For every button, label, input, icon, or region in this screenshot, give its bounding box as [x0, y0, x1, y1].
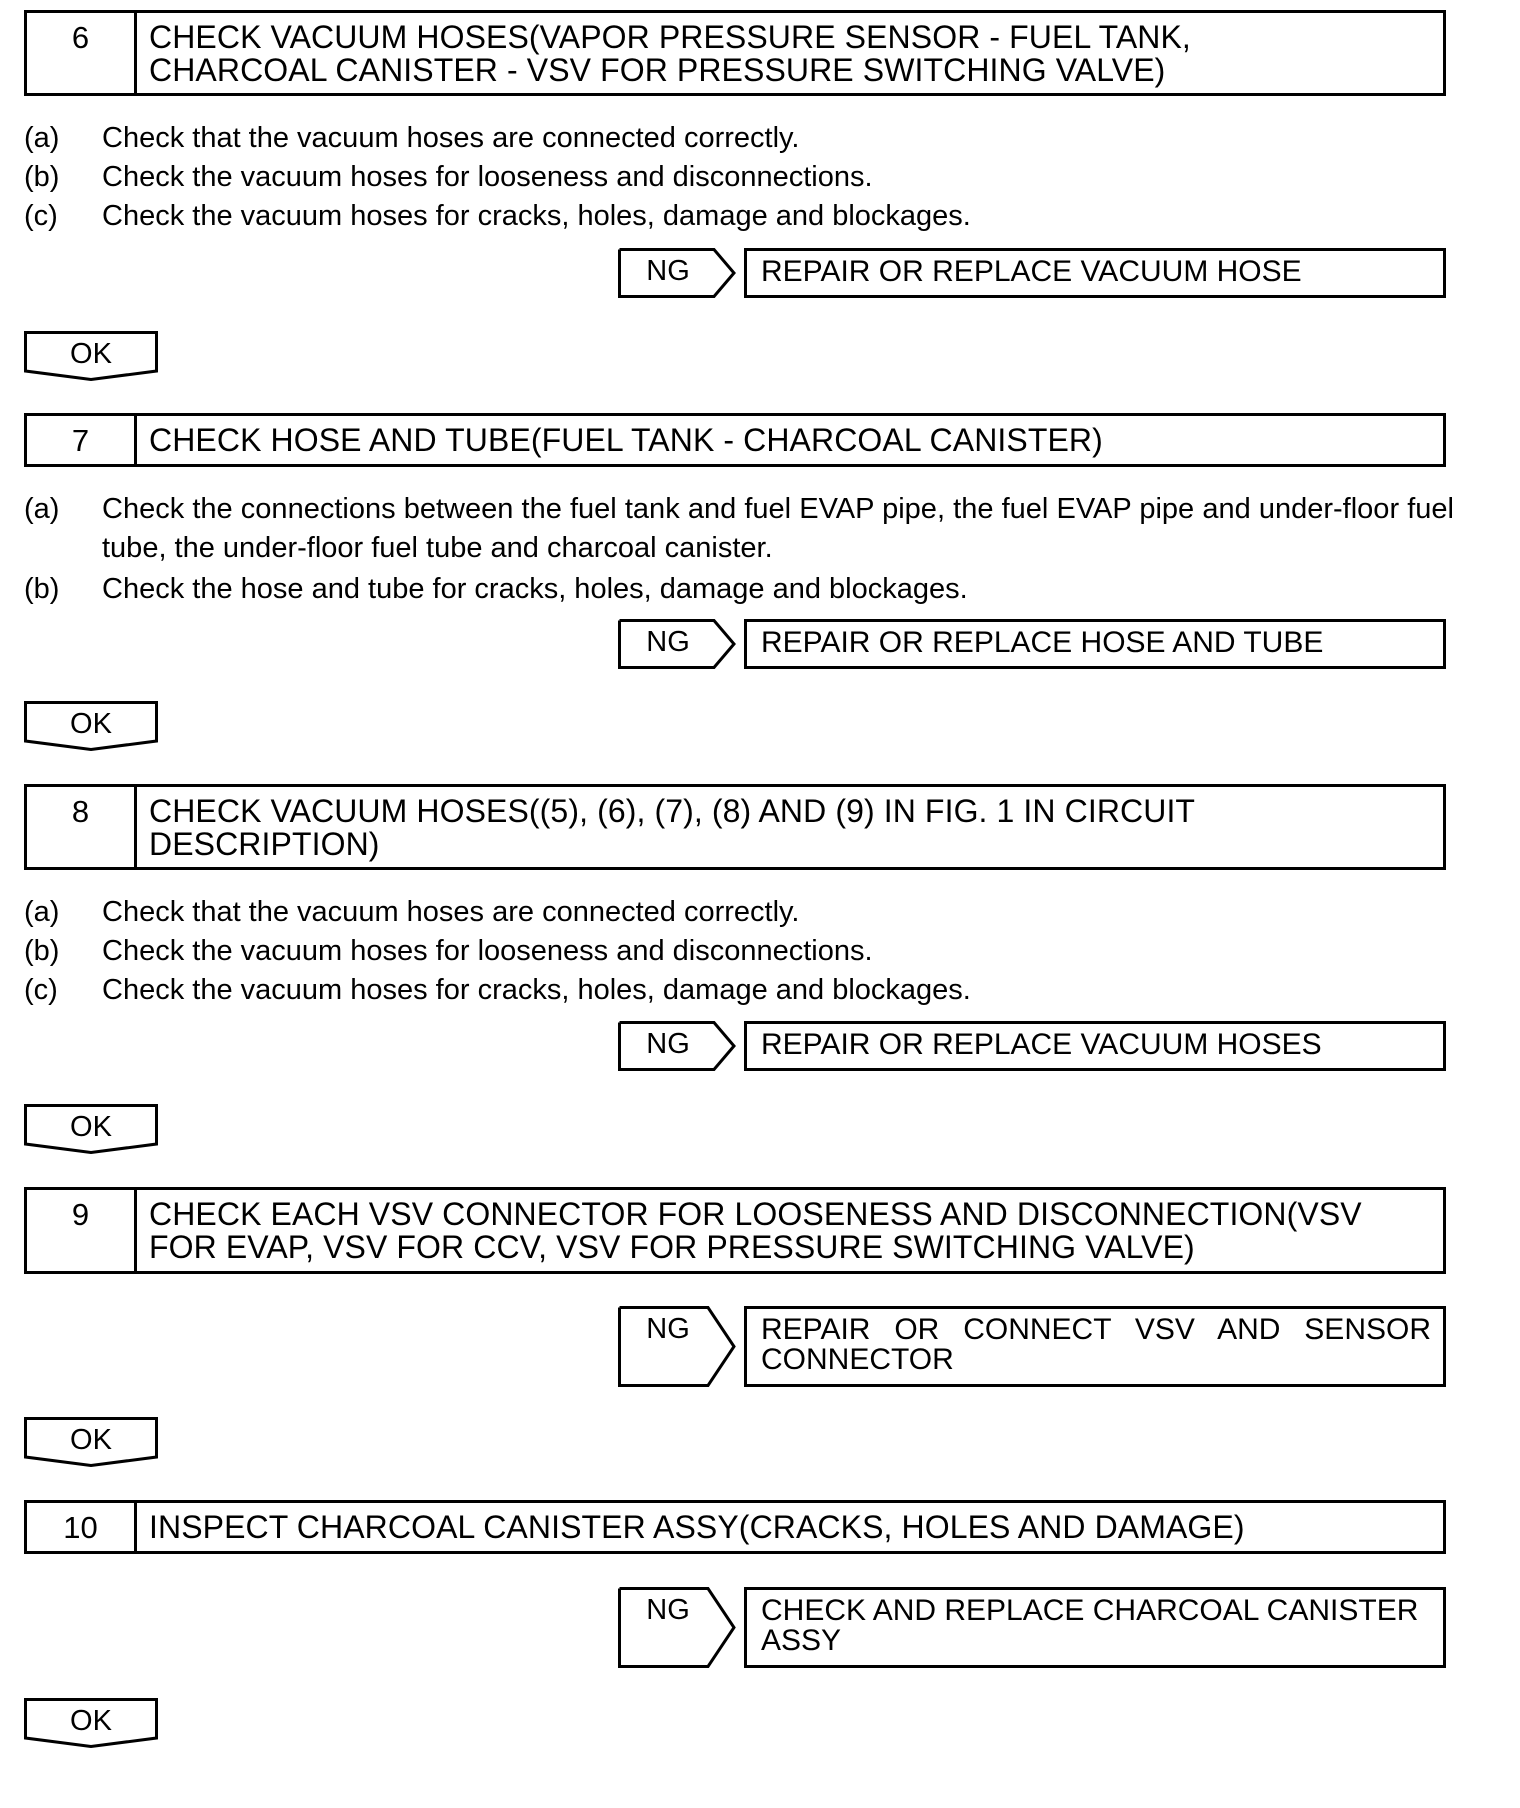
ng-action-box: REPAIR OR CONNECT VSV AND SENSOR CONNECTOR — [744, 1306, 1446, 1387]
item-text: Check the vacuum hoses for cracks, holes, damage and blockages. — [102, 200, 971, 232]
item-letter: (b) — [24, 935, 60, 967]
ng-label: NG — [646, 1028, 690, 1060]
ng-label: NG — [646, 1313, 690, 1345]
ng-arrow-box[interactable] — [618, 619, 736, 669]
check-item — [24, 893, 1454, 932]
ng-action-box: REPAIR OR REPLACE VACUUM HOSES — [744, 1021, 1446, 1071]
item-text: Check that the vacuum hoses are connected correctly. — [102, 896, 800, 928]
check-item — [24, 932, 1454, 971]
step-title: CHECK EACH VSV CONNECTOR FOR LOOSENESS AND DISCONNECTION(VSV FOR EVAP, VSV FOR CCV, VSV FOR PRESSURE SWITCHING VALVE) — [149, 1196, 1362, 1265]
step-title: CHECK VACUUM HOSES((5), (6), (7), (8) AND (9) IN FIG. 1 IN CIRCUIT DESCRIPTION) — [149, 793, 1196, 862]
item-letter: (b) — [24, 161, 60, 193]
check-item — [24, 490, 1454, 568]
ok-arrow[interactable] — [24, 1417, 158, 1467]
item-letter: (a) — [24, 896, 60, 928]
step-title: CHECK VACUUM HOSES(VAPOR PRESSURE SENSOR - FUEL TANK, CHARCOAL CANISTER - VSV FOR PRESSURE SWITCHING VALVE) — [149, 19, 1191, 88]
ok-label: OK — [70, 1424, 112, 1456]
item-letter: (b) — [24, 573, 60, 605]
ok-label: OK — [70, 1111, 112, 1143]
ng-action-box: REPAIR OR REPLACE VACUUM HOSE — [744, 248, 1446, 298]
item-text: Check that the vacuum hoses are connected correctly. — [102, 122, 800, 154]
check-item — [24, 971, 1454, 1010]
ok-arrow[interactable] — [24, 701, 158, 751]
item-letter: (a) — [24, 122, 60, 154]
check-item — [24, 570, 1454, 609]
step-header — [24, 10, 1446, 96]
ok-arrow[interactable] — [24, 1104, 158, 1154]
ok-label: OK — [70, 1705, 112, 1737]
step-header — [24, 784, 1446, 870]
item-text: Check the connections between the fuel tank and fuel EVAP pipe, the fuel EVAP pipe and under-floor fuel tube, the under-floor fuel tube and charcoal canister. — [102, 493, 1454, 564]
ng-label: NG — [646, 1594, 690, 1626]
check-item — [24, 119, 1454, 158]
item-letter: (a) — [24, 493, 60, 525]
step-number: 8 — [27, 787, 137, 867]
step-number: 7 — [27, 416, 137, 464]
ng-arrow-box[interactable] — [618, 1021, 736, 1071]
check-item — [24, 197, 1454, 236]
step-title: INSPECT CHARCOAL CANISTER ASSY(CRACKS, HOLES AND DAMAGE) — [149, 1509, 1245, 1545]
step-header — [24, 1187, 1446, 1274]
step-number: 9 — [27, 1190, 137, 1271]
ok-label: OK — [70, 708, 112, 740]
ng-action-box: CHECK AND REPLACE CHARCOAL CANISTER ASSY — [744, 1587, 1446, 1668]
check-item — [24, 158, 1454, 197]
step-header — [24, 1500, 1446, 1554]
item-text: Check the vacuum hoses for looseness and disconnections. — [102, 161, 873, 193]
ng-arrow-box[interactable] — [618, 1306, 736, 1387]
ok-label: OK — [70, 338, 112, 370]
ng-action-box: REPAIR OR REPLACE HOSE AND TUBE — [744, 619, 1446, 669]
step-header — [24, 413, 1446, 467]
ok-arrow[interactable] — [24, 1698, 158, 1748]
item-text: Check the hose and tube for cracks, holes, damage and blockages. — [102, 573, 968, 605]
ng-arrow-box[interactable] — [618, 248, 736, 298]
step-number: 10 — [27, 1503, 137, 1551]
item-text: Check the vacuum hoses for looseness and disconnections. — [102, 935, 873, 967]
ng-arrow-box[interactable] — [618, 1587, 736, 1668]
ok-arrow[interactable] — [24, 331, 158, 381]
ng-label: NG — [646, 626, 690, 658]
item-letter: (c) — [24, 200, 58, 232]
step-title: CHECK HOSE AND TUBE(FUEL TANK - CHARCOAL CANISTER) — [149, 422, 1103, 458]
item-letter: (c) — [24, 974, 58, 1006]
step-number: 6 — [27, 13, 137, 93]
item-text: Check the vacuum hoses for cracks, holes, damage and blockages. — [102, 974, 971, 1006]
ng-label: NG — [646, 255, 690, 287]
